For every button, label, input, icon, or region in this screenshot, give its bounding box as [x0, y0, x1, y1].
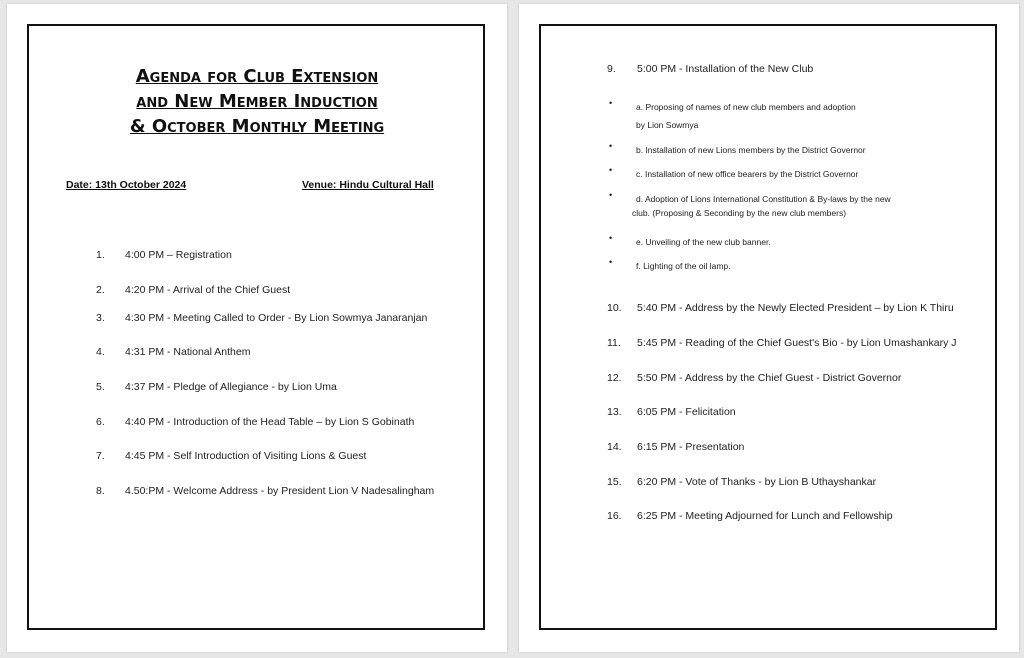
item-number: 1.	[96, 249, 105, 261]
item-text: 5:50 PM - Address by the Chief Guest - District Governor	[637, 372, 902, 384]
item-number: 15.	[607, 476, 622, 488]
agenda-title-line-3: & October Monthly Meeting	[129, 116, 385, 137]
sub-item-text: club. (Proposing & Seconding by the new club members)	[632, 208, 847, 218]
item-text: 6:25 PM - Meeting Adjourned for Lunch and Fellowship	[637, 510, 893, 522]
item-text: 4.50:PM - Welcome Address - by President Lion V Nadesalingham	[125, 485, 435, 497]
item-number: 9.	[607, 63, 616, 75]
bullet-icon: •	[609, 165, 613, 175]
item-text: 4:00 PM – Registration	[125, 249, 232, 261]
bullet-icon: •	[609, 257, 613, 267]
bullet-icon: •	[609, 98, 613, 108]
item-number: 2.	[96, 284, 105, 296]
item-text: 5:45 PM - Reading of the Chief Guest's Bio - by Lion Umashankary J	[637, 337, 957, 349]
agenda-title-line-1: Agenda for Club Extension	[135, 66, 379, 87]
item-text: 4:31 PM - National Anthem	[125, 346, 251, 358]
sub-item-text: a. Proposing of names of new club members and adoption	[636, 102, 856, 112]
sub-item-text: f. Lighting of the oil lamp.	[636, 261, 731, 271]
item-text: 4:45 PM - Self Introduction of Visiting Lions & Guest	[125, 450, 367, 462]
sub-item-text: b. Installation of new Lions members by the District Governor	[636, 145, 866, 155]
meeting-date: Date: 13th October 2024	[66, 179, 187, 191]
item-number: 16.	[607, 510, 622, 522]
item-number: 12.	[607, 372, 622, 384]
item-number: 8.	[96, 485, 105, 497]
item-text: 4:37 PM - Pledge of Allegiance - by Lion Uma	[125, 381, 337, 393]
sub-item-text: by Lion Sowmya	[636, 120, 699, 130]
bullet-icon: •	[609, 141, 613, 151]
item-text: 6:05 PM - Felicitation	[637, 406, 736, 418]
item-number: 5.	[96, 381, 105, 393]
item-number: 14.	[607, 441, 622, 453]
item-text: 6:15 PM - Presentation	[637, 441, 745, 453]
document-page-2	[519, 4, 1019, 652]
item-number: 11.	[607, 337, 621, 349]
item-text: 4:20 PM - Arrival of the Chief Guest	[125, 284, 291, 296]
bullet-icon: •	[609, 190, 613, 200]
sub-item-text: c. Installation of new office bearers by the District Governor	[636, 169, 859, 179]
item-text: 5:00 PM - Installation of the New Club	[637, 63, 814, 75]
item-text: 4:40 PM - Introduction of the Head Table – by Lion S Gobinath	[125, 416, 415, 428]
item-text: 5:40 PM - Address by the Newly Elected President – by Lion K Thiru	[637, 302, 954, 314]
document-page-1	[7, 4, 507, 652]
item-number: 3.	[96, 312, 105, 324]
item-number: 13.	[607, 406, 622, 418]
item-number: 10.	[607, 302, 622, 314]
meeting-venue: Venue: Hindu Cultural Hall	[302, 179, 434, 191]
sub-item-text: e. Unveiling of the new club banner.	[636, 237, 771, 247]
item-text: 6:20 PM - Vote of Thanks - by Lion B Uthayshankar	[637, 476, 877, 488]
item-text: 4:30 PM - Meeting Called to Order - By Lion Sowmya Janaranjan	[125, 312, 428, 324]
agenda-title-line-2: and New Member Induction	[136, 91, 378, 112]
sub-item-text: d. Adoption of Lions International Constitution & By-laws by the new	[636, 194, 891, 204]
item-number: 4.	[96, 346, 105, 358]
item-number: 6.	[96, 416, 105, 428]
bullet-icon: •	[609, 233, 613, 243]
item-number: 7.	[96, 450, 105, 462]
